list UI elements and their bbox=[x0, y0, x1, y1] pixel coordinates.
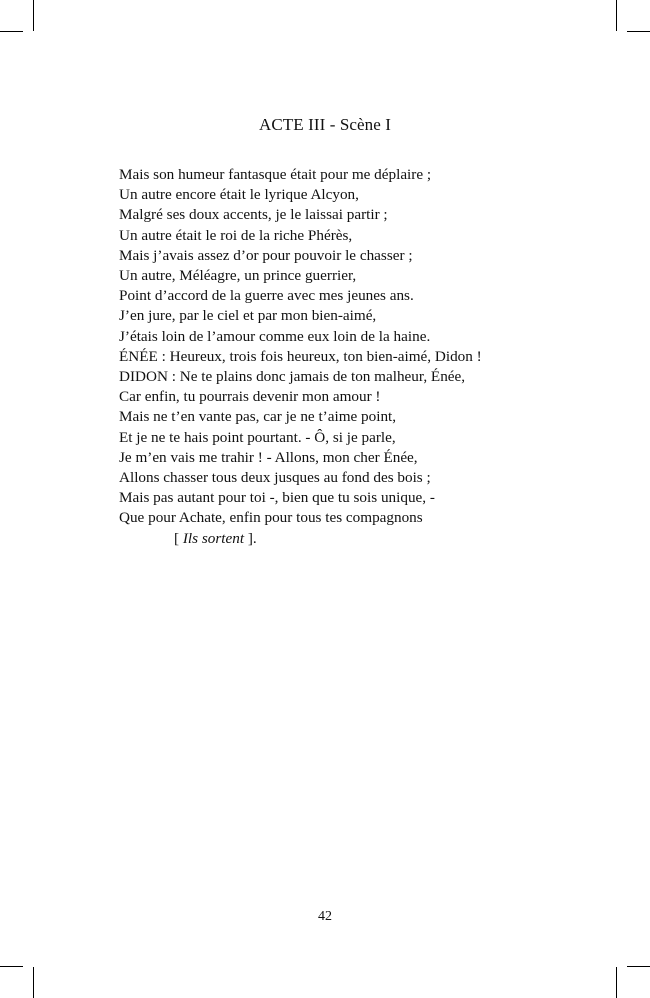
stage-direction bbox=[119, 529, 589, 549]
verse-line: J’étais loin de l’amour comme eux loin de la haine. bbox=[119, 327, 431, 345]
verse-line: Un autre, Méléagre, un prince guerrier, bbox=[119, 267, 357, 285]
verse-line: Un autre était le roi de la riche Phérès, bbox=[119, 226, 353, 244]
verse-block bbox=[119, 165, 589, 549]
verse-line: Que pour Achate, enfin pour tous tes compagnons bbox=[119, 509, 423, 527]
crop-mark-bottom-left-vertical bbox=[33, 967, 34, 998]
scene-heading: ACTE III - Scène I bbox=[258, 115, 392, 134]
verse-line: Mais ne t’en vante pas, car je ne t’aime point, bbox=[119, 408, 397, 426]
crop-mark-bottom-left-horizontal bbox=[0, 966, 23, 967]
stage-direction-open: [ bbox=[174, 529, 183, 547]
verse-line: Car enfin, tu pourrais devenir mon amour ! bbox=[119, 388, 381, 406]
crop-mark-top-right-vertical bbox=[616, 0, 617, 31]
verse-line: Mais pas autant pour toi -, bien que tu sois unique, - bbox=[119, 489, 435, 507]
crop-mark-top-right-horizontal bbox=[627, 31, 650, 32]
crop-mark-top-left-horizontal bbox=[0, 31, 23, 32]
stage-direction-text: Ils sortent bbox=[182, 529, 245, 547]
verse-line: Allons chasser tous deux jusques au fond des bois ; bbox=[119, 469, 431, 487]
stage-direction-close: ]. bbox=[244, 529, 257, 547]
verse-line: Mais j’avais assez d’or pour pouvoir le chasser ; bbox=[119, 246, 413, 264]
verse-line: DIDON : Ne te plains donc jamais de ton malheur, Énée, bbox=[119, 368, 466, 386]
crop-mark-top-left-vertical bbox=[33, 0, 34, 31]
verse-line: Malgré ses doux accents, je le laissai partir ; bbox=[119, 206, 388, 224]
verse-line: J’en jure, par le ciel et par mon bien-aimé, bbox=[119, 307, 377, 325]
verse-line: Et je ne te hais point pourtant. - Ô, si je parle, bbox=[119, 428, 396, 446]
verse-line: Je m’en vais me trahir ! - Allons, mon cher Énée, bbox=[119, 448, 418, 466]
page-number: 42 bbox=[318, 909, 332, 924]
verse-line: Mais son humeur fantasque était pour me déplaire ; bbox=[119, 166, 432, 183]
verse-line: ÉNÉE : Heureux, trois fois heureux, ton bien-aimé, Didon ! bbox=[119, 347, 482, 365]
verse-line: Un autre encore était le lyrique Alcyon, bbox=[119, 186, 359, 204]
verse-line: Point d’accord de la guerre avec mes jeunes ans. bbox=[119, 287, 414, 305]
crop-mark-bottom-right-vertical bbox=[616, 967, 617, 998]
crop-mark-bottom-right-horizontal bbox=[627, 966, 650, 967]
